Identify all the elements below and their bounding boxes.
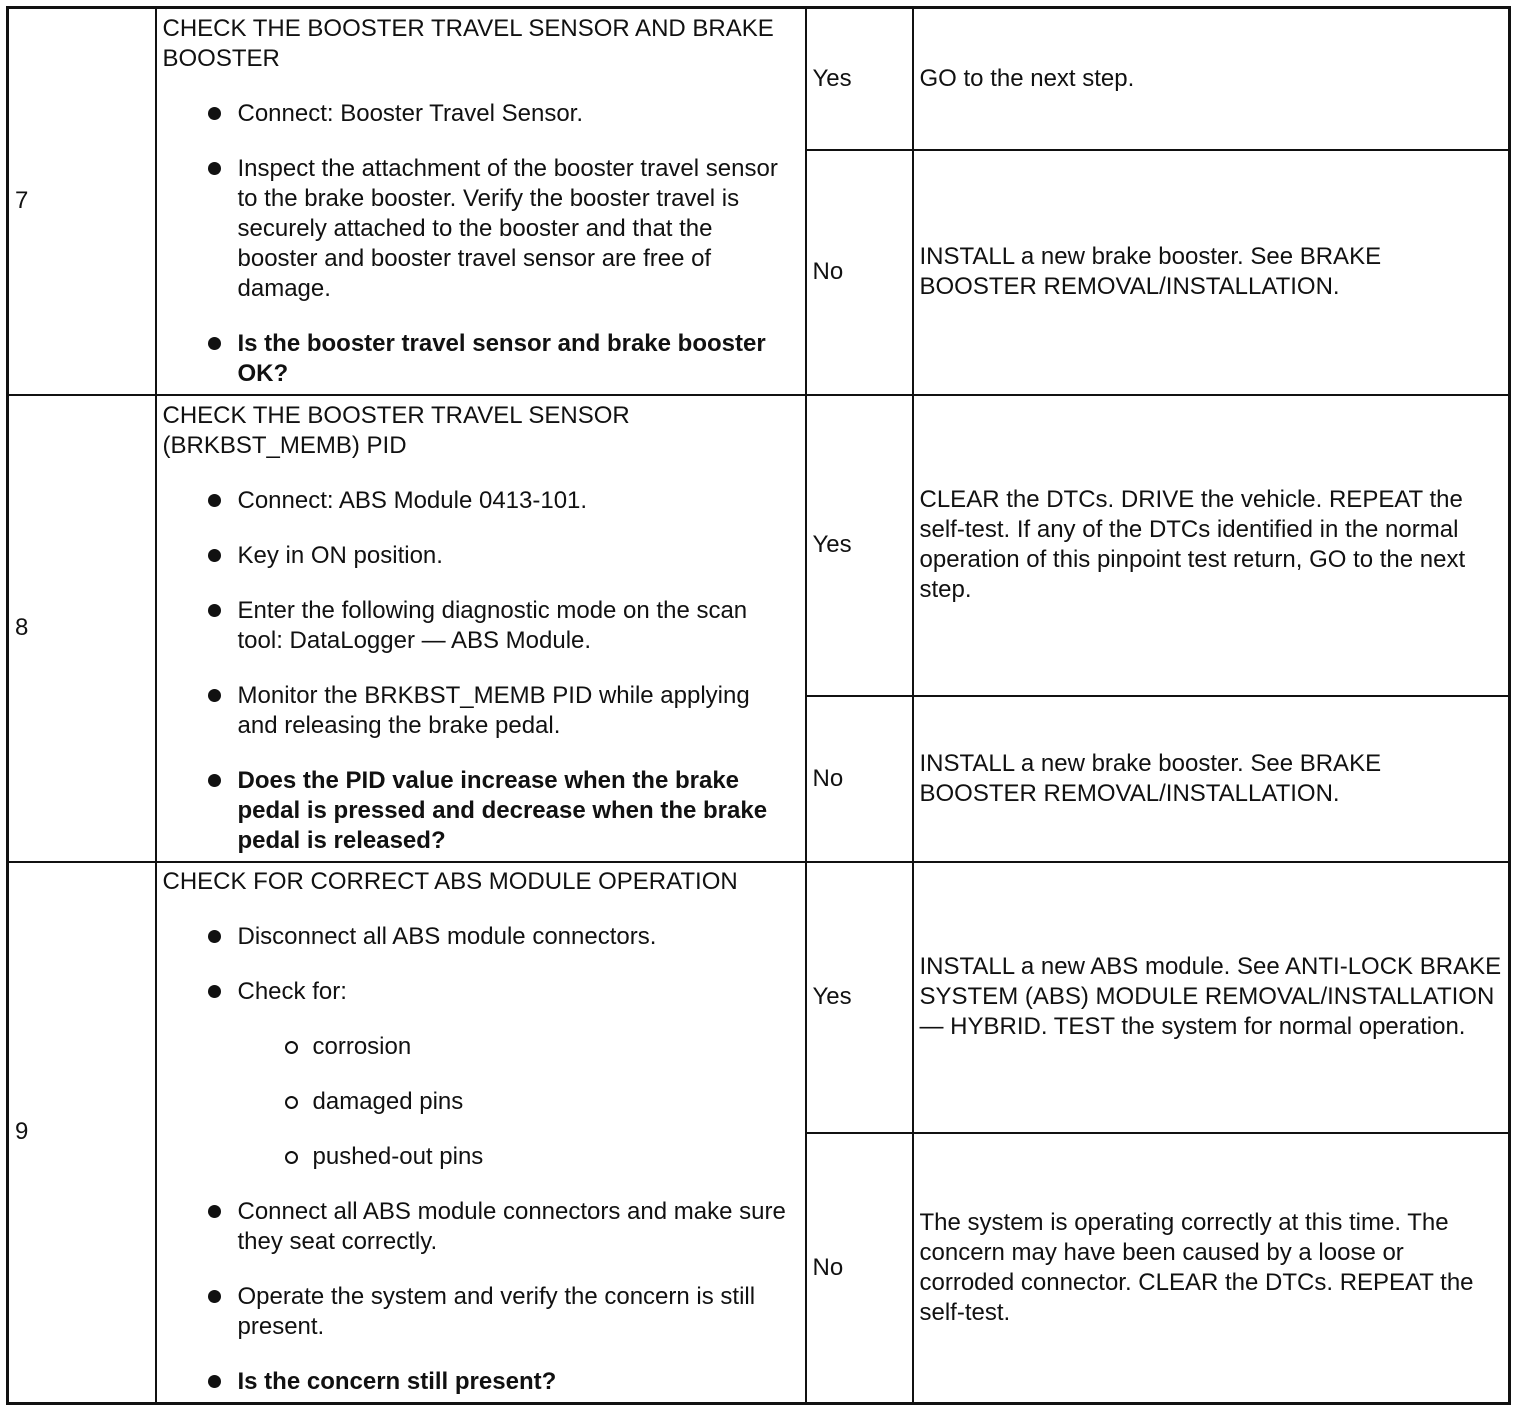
circle-bullet-icon	[285, 1041, 298, 1054]
step-title: CHECK THE BOOSTER TRAVEL SENSOR AND BRAKE BOOSTER	[162, 14, 774, 72]
bullet-icon	[208, 1375, 221, 1388]
bullet-icon	[208, 1290, 221, 1303]
step-9-yes-row	[8, 862, 1510, 1133]
action-item	[163, 922, 799, 952]
action-item	[163, 596, 799, 656]
bullet-icon	[208, 774, 221, 787]
circle-bullet-icon	[285, 1151, 298, 1164]
check-item	[238, 1087, 795, 1117]
test-step-cell	[156, 395, 806, 862]
action-item	[163, 1197, 799, 1257]
check-text: damaged pins	[312, 1088, 464, 1116]
check-item	[238, 1032, 795, 1062]
bullet-icon	[208, 930, 221, 943]
action-item	[163, 154, 799, 304]
bullet-icon	[208, 689, 221, 702]
step-title: CHECK FOR CORRECT ABS MODULE OPERATION	[162, 868, 738, 896]
action-text: Check for:	[237, 978, 347, 1006]
action-list	[163, 99, 799, 389]
question-text: Is the concern still present?	[237, 1368, 557, 1396]
result-yes: Yes	[806, 395, 913, 696]
result-no: No	[806, 150, 913, 395]
action-item	[163, 681, 799, 741]
check-text: corrosion	[312, 1033, 412, 1061]
action-text: Connect: ABS Module 0413-101.	[237, 486, 588, 514]
bullet-icon	[208, 162, 221, 175]
action-text: Key in ON position.	[237, 541, 443, 569]
action-item	[163, 1282, 799, 1342]
bullet-icon	[208, 985, 221, 998]
test-step-cell	[156, 8, 806, 395]
question-item	[163, 1367, 799, 1397]
question-text: Is the booster travel sensor and brake booster OK?	[237, 329, 766, 387]
action-text: Inspect the attachment of the booster travel sensor to the brake booster. Verify the booster travel is securely attached to the booster and that the booster and booster travel sensor are free of damage.	[237, 154, 778, 302]
no-action: INSTALL a new brake booster. See BRAKE BOOSTER REMOVAL/INSTALLATION.	[913, 696, 1510, 862]
step-8-yes-row	[8, 395, 1510, 696]
step-number: 7	[8, 8, 156, 395]
question-item	[163, 329, 799, 389]
no-action: INSTALL a new brake booster. See BRAKE BOOSTER REMOVAL/INSTALLATION.	[913, 150, 1510, 395]
yes-action: GO to the next step.	[913, 8, 1510, 150]
action-item	[163, 977, 799, 1172]
action-item	[163, 99, 799, 129]
action-text: Connect: Booster Travel Sensor.	[237, 99, 584, 127]
action-text: Operate the system and verify the concern is still present.	[237, 1283, 756, 1341]
result-yes: Yes	[806, 862, 913, 1133]
yes-action: CLEAR the DTCs. DRIVE the vehicle. REPEAT the self-test. If any of the DTCs identified in the normal operation of this pinpoint test return, GO to the next step.	[913, 395, 1510, 696]
action-item	[163, 486, 799, 516]
action-text: Connect all ABS module connectors and make sure they seat correctly.	[237, 1198, 786, 1256]
bullet-icon	[208, 494, 221, 507]
question-item	[163, 766, 799, 856]
action-text: Monitor the BRKBST_MEMB PID while applying and releasing the brake pedal.	[237, 681, 750, 739]
check-text: pushed-out pins	[312, 1143, 484, 1171]
bullet-icon	[208, 107, 221, 120]
result-no: No	[806, 1133, 913, 1404]
action-text: Disconnect all ABS module connectors.	[237, 923, 657, 951]
check-item	[238, 1142, 795, 1172]
bullet-icon	[208, 604, 221, 617]
step-number: 8	[8, 395, 156, 862]
bullet-icon	[208, 337, 221, 350]
action-list	[163, 922, 799, 1397]
step-number: 9	[8, 862, 156, 1404]
result-yes: Yes	[806, 8, 913, 150]
step-title: CHECK THE BOOSTER TRAVEL SENSOR (BRKBST_MEMB) PID	[162, 401, 630, 459]
result-no: No	[806, 696, 913, 862]
action-list	[163, 486, 799, 856]
question-text: Does the PID value increase when the brake pedal is pressed and decrease when the brake pedal is released?	[237, 766, 768, 854]
test-step-cell	[156, 862, 806, 1404]
yes-action: INSTALL a new ABS module. See ANTI-LOCK BRAKE SYSTEM (ABS) MODULE REMOVAL/INSTALLATION — HYBRID. TEST the system for normal operation.	[913, 862, 1510, 1133]
check-for-list	[238, 1032, 795, 1172]
bullet-icon	[208, 549, 221, 562]
action-item	[163, 541, 799, 571]
pinpoint-test-table	[6, 6, 1511, 1405]
circle-bullet-icon	[285, 1096, 298, 1109]
bullet-icon	[208, 1205, 221, 1218]
no-action: The system is operating correctly at this time. The concern may have been caused by a loose or corroded connector. CLEAR the DTCs. REPEAT the self-test.	[913, 1133, 1510, 1404]
action-text: Enter the following diagnostic mode on the scan tool: DataLogger — ABS Module.	[237, 596, 748, 654]
step-7-yes-row	[8, 8, 1510, 150]
